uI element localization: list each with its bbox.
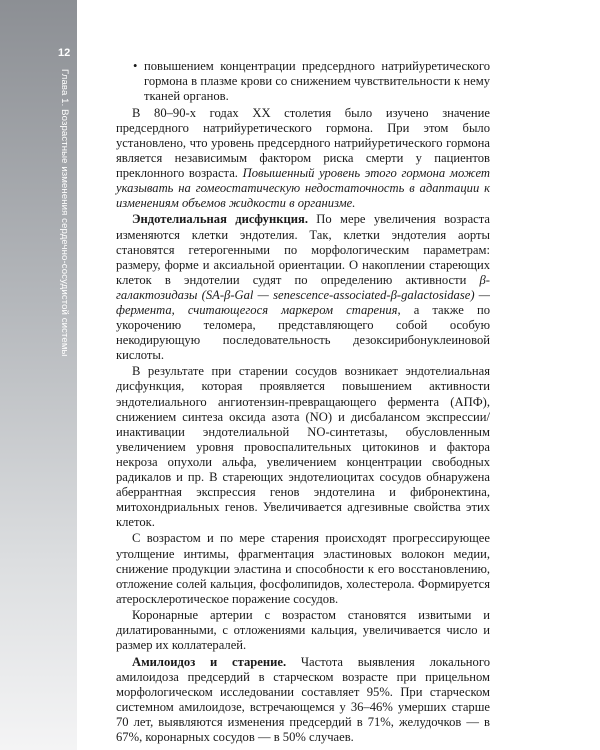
heading-amyloidosis: Амилоидоз и старение. — [132, 654, 287, 669]
page-number: 12 — [58, 47, 71, 59]
bullet-marker: • — [133, 59, 138, 73]
paragraph-hormone-italic: Повышенный уровень этого гормона может указывать на гомеостатическую недостаточность в адаптации к изменениям объемов жидкости в организме. — [116, 165, 490, 210]
paragraph-coronary-arteries: Коронарные артерии с возрастом становятся извитыми и дилатированными, с отложениями кальция, увеличивается число и размер их коллатералей. — [116, 608, 490, 653]
paragraph-hormone — [116, 106, 490, 211]
bullet-text: повышением концентрации предсердного натрийуретического гормона в плазме крови со снижением чувствительности к нему тканей органов. — [144, 59, 490, 104]
paragraph-endothelial-italic: β-галактозидазы (SA-β-Gal — senescence-associated-β-galactosidase) — фермента, считающегося маркером старения — [116, 272, 490, 317]
chapter-sidebar — [0, 0, 77, 750]
paragraph-aging-vessels: С возрастом и по мере старения происходят прогрессирующее утолщение интимы, фрагментация эластиновых волокон медии, снижение продукции эластина и способности к его восстановлению, отложение солей кальция, фосфолипидов, холестерола. Формируется атеросклеротическое поражение сосудов. — [116, 531, 490, 606]
paragraph-endothelial — [116, 212, 490, 362]
paragraph-amyloidosis-text: Частота выявления локального амилоидоза предсердий в старческом возрасте при прицельном морфологическом исследовании составляет 95%. При старческом системном амилоидозе, встречающемся у 36–46% умерших старше 70 лет, выявляются изменения предсердий в 71%, желудочков — в 67%, коронарных сосудов — в 50% случаев. — [116, 654, 490, 745]
paragraph-endothelial-text-2: , а также по укорочению теломера, представляющего собой особую некодирующую последовательность дезоксирибонуклеиновой кислоты. — [116, 302, 490, 362]
page-body — [116, 59, 490, 747]
paragraph-hormone-text: В 80–90-х годах XX столетия было изучено значение предсердного натрийуретического гормона. При этом было установлено, что уровень предсердного натрийуретического гормона является независимым фактором риска смерти у пациентов преклонного возраста. — [116, 105, 490, 180]
chapter-title: Глава 1. Возрастные изменения сердечно-сосудистой системы — [59, 69, 70, 357]
bullet-item — [116, 59, 490, 104]
heading-endothelial-dysfunction: Эндотелиальная дисфункция. — [132, 212, 308, 227]
paragraph-dysfunction-result: В результате при старении сосудов возникает эндотелиальная дисфункция, которая проявляется повышением активности эндотелиального ангиотензин-превращающего фермента (АПФ), снижением синтеза оксида азота (NO) и дисбалансом экспрессии/инактивации эндотелиальной NO-синтетазы, обусловленным увеличением уровня провоспалительных цитокинов и фактора некроза опухоли альфа, увеличением концентрации свободных радикалов и пр. В стареющих эндотелиоцитах сосудов обнаружена аберрантная экспрессия генов эндотелина и фибронектина, митохондриальных генов. Увеличивается адгезивные свойства этих клеток. — [116, 364, 490, 529]
paragraph-endothelial-text-1: По мере увеличения возраста изменяются клетки эндотелия. Так, клетки эндотелия аорты становятся гетерогенными по морфологическим параметрам: размеру, форме и аксиальной ориентации. О накоплении стареющих клеток в эндотелии судят по определению активности — [116, 212, 490, 287]
paragraph-amyloidosis — [116, 655, 490, 745]
